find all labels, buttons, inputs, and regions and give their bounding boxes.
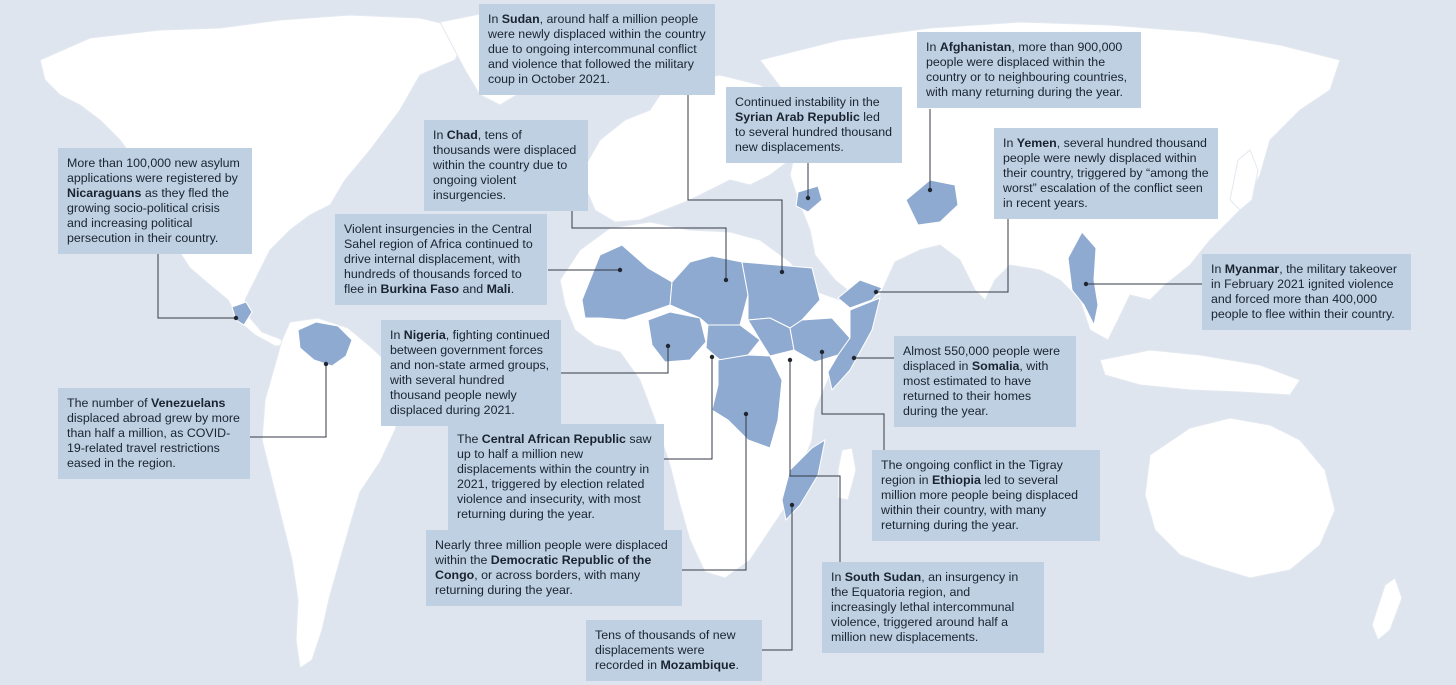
- country-name: Mali: [486, 282, 511, 296]
- dot-myanmar: [1084, 282, 1088, 286]
- dot-south-sudan: [788, 358, 792, 362]
- annotation-myanmar: In Myanmar, the military takeover in February 2021 ignited violence and forced more than 400,000 people to flee within their country.: [1202, 254, 1411, 330]
- dot-somalia: [852, 356, 856, 360]
- country-name: Venezuelans: [151, 396, 226, 410]
- annotation-somalia: Almost 550,000 people were displaced in Somalia, with most estimated to have returned to their homes during the year.: [894, 336, 1076, 427]
- country-name: Afghanistan: [939, 40, 1012, 54]
- annotation-nigeria: In Nigeria, fighting continued between government forces and non-state armed groups, with several hundred thousand people newly displaced during 2021.: [381, 320, 561, 426]
- country-name: Nigeria: [403, 328, 446, 342]
- country-name: South Sudan: [844, 570, 922, 584]
- annotation-drc: Nearly three million people were displaced within the Democratic Republic of the Congo, or across borders, with many returning during the year.: [426, 530, 682, 606]
- annotation-sahel: Violent insurgencies in the Central Sahel region of Africa continued to drive internal displacement, with hundreds of thousands forced to flee in Burkina Faso and Mali.: [335, 214, 547, 305]
- country-name: Sudan: [501, 12, 540, 26]
- country-name: Somalia: [971, 359, 1020, 373]
- country-name: Syrian Arab Republic: [735, 110, 860, 124]
- dot-car: [710, 355, 714, 359]
- annotation-chad: In Chad, tens of thousands were displaced within the country due to ongoing violent insurgencies.: [424, 120, 588, 211]
- country-name: Yemen: [1016, 136, 1057, 150]
- country-name: Nicaraguans: [67, 186, 142, 200]
- country-name: Myanmar: [1224, 262, 1280, 276]
- dot-nicaragua: [234, 316, 238, 320]
- annotation-nicaragua: More than 100,000 new asylum applications were registered by Nicaraguans as they fled the growing socio-political crisis and increasing political persecution in their country.: [58, 148, 252, 254]
- dot-venezuela: [324, 362, 328, 366]
- country-name: Ethiopia: [931, 473, 981, 487]
- annotation-syria: Continued instability in the Syrian Arab Republic led to several hundred thousand new displacements.: [726, 87, 902, 163]
- annotation-mozambique: Tens of thousands of new displacements were recorded in Mozambique.: [586, 620, 762, 681]
- country-name: Burkina Faso: [380, 282, 460, 296]
- annotation-afghanistan: In Afghanistan, more than 900,000 people were displaced within the country or to neighbouring countries, with many returning during the year.: [917, 32, 1141, 108]
- dot-ethiopia: [820, 350, 824, 354]
- annotation-south-sudan: In South Sudan, an insurgency in the Equatoria region, and increasingly lethal intercommunal violence, triggered around half a million new displacements.: [822, 562, 1044, 653]
- country-name: Central African Republic: [481, 432, 626, 446]
- dot-afghanistan: [928, 188, 932, 192]
- annotation-yemen: In Yemen, several hundred thousand people were newly displaced within their country, triggered by “among the worst” escalation of the conflict seen in recent years.: [994, 128, 1218, 219]
- dot-sudan: [780, 270, 784, 274]
- country-name: Chad: [446, 128, 478, 142]
- dot-nigeria: [666, 344, 670, 348]
- dot-drc: [744, 412, 748, 416]
- annotation-venezuela: The number of Venezuelans displaced abroad grew by more than half a million, as COVID-19-related travel restrictions eased in the region.: [58, 388, 250, 479]
- dot-mozambique: [790, 503, 794, 507]
- country-name: Mozambique: [660, 658, 736, 672]
- annotation-sudan: In Sudan, around half a million people were newly displaced within the country due to ongoing intercommunal conflict and violence that followed the military coup in October 2021.: [479, 4, 715, 95]
- dot-yemen: [874, 290, 878, 294]
- annotation-car: The Central African Republic saw up to half a million new displacements within the country in 2021, triggered by election related violence and insecurity, with most returning during the year.: [448, 424, 664, 530]
- annotation-ethiopia: The ongoing conflict in the Tigray region in Ethiopia led to several million more people being displaced within their country, with many returning during the year.: [872, 450, 1100, 541]
- dot-syria: [806, 196, 810, 200]
- dot-chad: [724, 278, 728, 282]
- country-name: Democratic Republic of the Congo: [435, 553, 652, 582]
- dot-sahel: [618, 268, 622, 272]
